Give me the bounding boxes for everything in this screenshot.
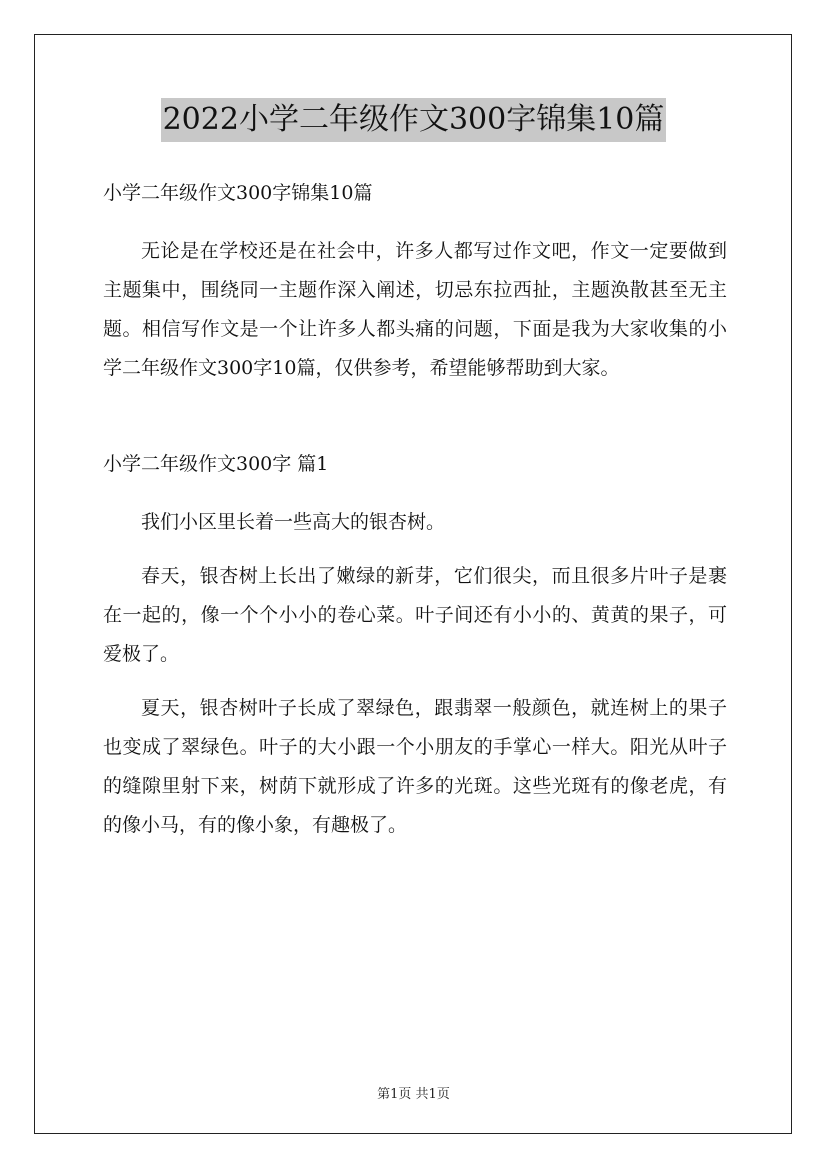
spacer bbox=[103, 542, 727, 557]
section-heading: 小学二年级作文300字 篇1 bbox=[103, 453, 329, 475]
spacer bbox=[103, 484, 727, 503]
document-subtitle: 小学二年级作文300字锦集10篇 bbox=[103, 182, 373, 204]
intro-paragraph: 无论是在学校还是在社会中，许多人都写过作文吧，作文一定要做到主题集中，围绕同一主题作深入阐述，切忌东拉西扯，主题涣散甚至无主题。相信写作文是一个让许多人都头痛的问题，下面是我为大家收集的小学二年级作文300字10篇，仅供参考，希望能够帮助到大家。 bbox=[103, 240, 727, 379]
page-footer: 第1页 共1页 bbox=[377, 1087, 450, 1102]
spacer bbox=[103, 388, 727, 445]
body-paragraph: 夏天，银杏树叶子长成了翠绿色，跟翡翠一般颜色，就连树上的果子也变成了翠绿色。叶子的大小跟一个小朋友的手掌心一样大。阳光从叶子的缝隙里射下来，树荫下就形成了许多的光斑。这些光斑有的像老虎，有的像小马，有的像小象，有趣极了。 bbox=[103, 697, 727, 836]
spacer bbox=[103, 213, 727, 232]
document-title: 2022小学二年级作文300字锦集10篇 bbox=[161, 98, 667, 142]
title-container bbox=[0, 98, 827, 142]
body-paragraph: 我们小区里长着一些高大的银杏树。 bbox=[141, 511, 446, 533]
document-body bbox=[103, 174, 727, 845]
body-paragraph: 春天，银杏树上长出了嫩绿的新芽，它们很尖，而且很多片叶子是裹在一起的，像一个个小小的卷心菜。叶子间还有小小的、黄黄的果子，可爱极了。 bbox=[103, 565, 727, 665]
spacer bbox=[103, 674, 727, 689]
